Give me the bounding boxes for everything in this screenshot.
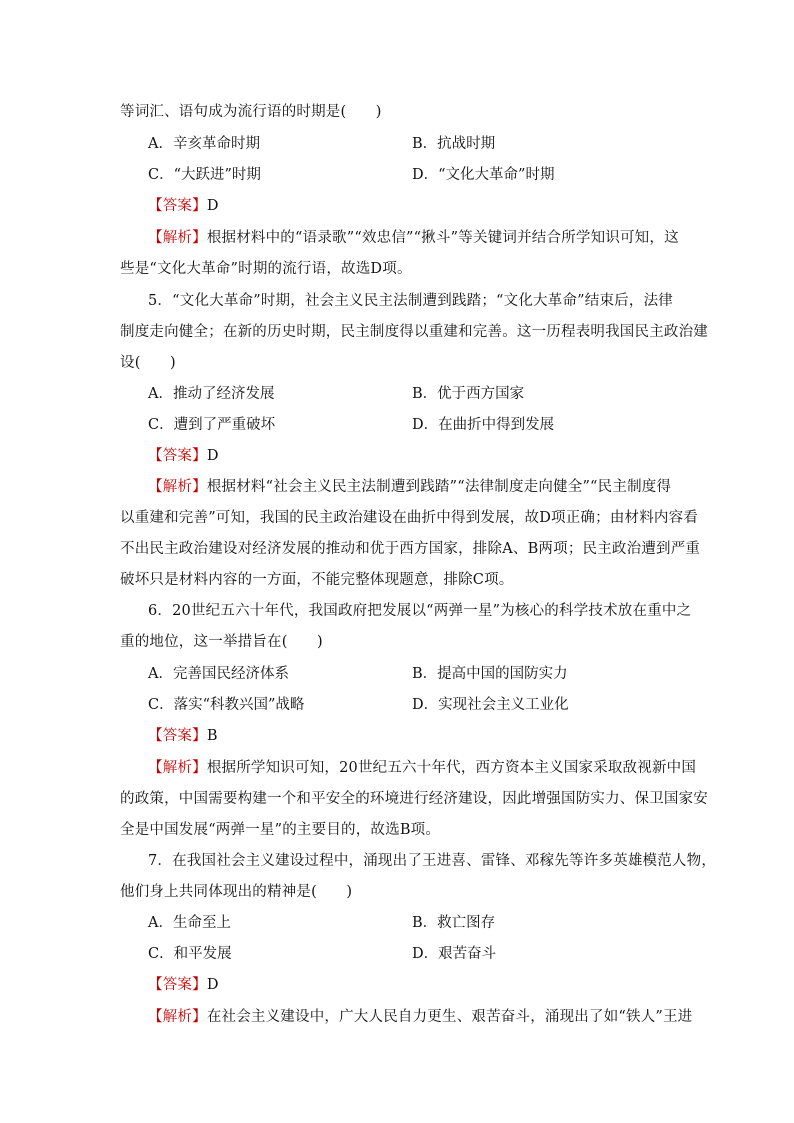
q5-option-d: D．在曲折中得到发展 [412,417,555,433]
q5-stem-line-1: 5．“文化大革命”时期，社会主义民主法制遭到践踏；“文化大革命”结束后，法律 [148,293,673,309]
q7-option-b: B．救亡图存 [412,915,496,931]
q5-option-a: A．推动了经济发展 [148,386,275,402]
analysis-tag: 【解析】 [148,760,207,776]
q4-option-c: C．“大跃进”时期 [148,167,261,183]
q7-stem-line-1: 7．在我国社会主义建设过程中，涌现出了王进喜、雷锋、邓稼先等许多英雄模范人物， [148,853,717,869]
q4-stem-tail: 等词汇、语句成为流行语的时期是( ) [120,104,382,120]
q4-analysis-line-2: 些是“文化大革命”时期的流行语，故选D项。 [120,261,412,277]
q6-option-a: A．完善国民经济体系 [148,666,289,682]
analysis-tag: 【解析】 [148,230,207,246]
q5-analysis-line-1 [148,477,671,497]
q6-option-d: D．实现社会主义工业化 [412,697,569,713]
q6-analysis-line-3: 全是中国发展“两弹一星”的主要目的，故选B项。 [120,822,441,838]
q6-option-c: C．落实“科教兴国”战略 [148,697,305,713]
q7-option-c: C．和平发展 [148,946,232,962]
q4-option-a: A．辛亥革命时期 [148,136,260,152]
q5-option-c: C．遭到了严重破坏 [148,417,276,433]
answer-tag: 【答案】 [148,977,207,993]
q4-analysis-line-1 [148,228,679,248]
q6-analysis-line-2: 的政策，中国需要构建一个和平安全的环境进行经济建设，因此增强国防实力、保卫国家安 [120,791,708,807]
q7-answer-value: D [206,977,219,993]
q7-analysis-line-1 [148,1007,692,1027]
q7-analysis-text: 在社会主义建设中，广大人民自力更生、艰苦奋斗，涌现出了如“铁人”王进 [206,1009,693,1025]
q5-analysis-line-2: 以重建和完善”可知，我国的民主政治建设在曲折中得到发展，故D项正确；由材料内容看 [120,510,699,526]
q7-option-a: A．生命至上 [148,915,231,931]
analysis-tag: 【解析】 [148,1009,207,1025]
q6-answer [148,726,218,746]
q4-analysis-text: 根据材料中的“语录歌”“效忠信”“揪斗”等关键词并结合所学知识可知，这 [206,230,679,246]
q5-analysis-line-4: 破坏只是材料内容的一方面，不能完整体现题意，排除C项。 [120,572,514,588]
q7-stem-line-2: 他们身上共同体现出的精神是( ) [120,884,353,900]
q6-stem-line-1: 6．20世纪五六十年代，我国政府把发展以“两弹一星”为核心的科学技术放在重中之 [148,603,692,619]
q6-answer-value: B [206,728,218,744]
q6-analysis-text: 根据所学知识可知，20世纪五六十年代，西方资本主义国家采取敌视新中国 [206,760,697,776]
q6-option-b: B．提高中国的国防实力 [412,666,568,682]
q4-option-d: D．“文化大革命”时期 [412,167,555,183]
q4-answer [148,196,219,216]
q5-stem-line-2: 制度走向健全；在新的历史时期，民主制度得以重建和完善。这一历程表明我国民主政治建 [120,324,708,340]
q4-option-b: B．抗战时期 [412,136,496,152]
q6-analysis-line-1 [148,758,696,778]
q7-option-d: D．艰苦奋斗 [412,946,497,962]
answer-tag: 【答案】 [148,198,207,214]
analysis-tag: 【解析】 [148,479,207,495]
q4-answer-value: D [206,198,219,214]
q7-answer [148,975,219,995]
answer-tag: 【答案】 [148,448,207,464]
answer-tag: 【答案】 [148,728,207,744]
q5-option-b: B．优于西方国家 [412,386,525,402]
q6-stem-line-2: 重的地位，这一举措旨在( ) [120,634,323,650]
q5-analysis-text: 根据材料“社会主义民主法制遭到践踏”“法律制度走向健全”“民主制度得 [206,479,672,495]
q5-answer [148,446,219,466]
q5-stem-line-3: 设( ) [120,355,176,371]
q5-analysis-line-3: 不出民主政治建设对经济发展的推动和优于西方国家，排除A、B两项；民主政治遭到严重 [120,541,701,557]
q5-answer-value: D [206,448,219,464]
